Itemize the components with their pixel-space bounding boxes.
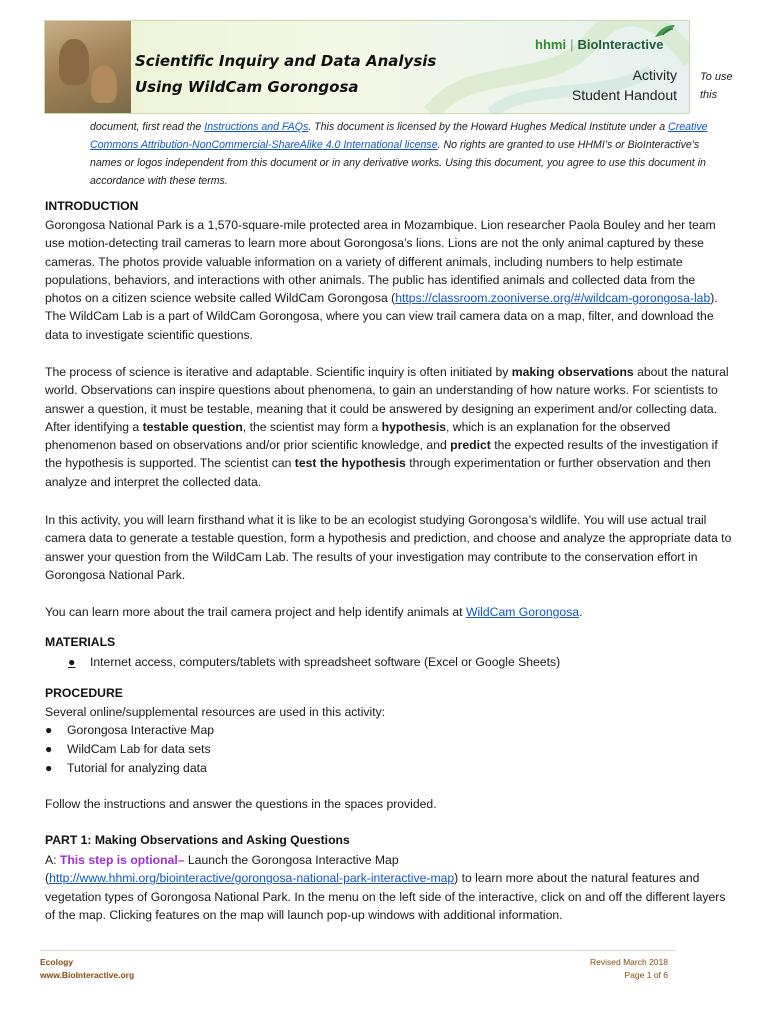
follow-instructions: Follow the instructions and answer the questions in the spaces provided.	[45, 797, 437, 811]
footer-page-number: Page 1 of 6	[624, 970, 668, 980]
introduction-heading: INTRODUCTION	[45, 199, 139, 213]
wildcam-lab-link[interactable]: https://classroom.zooniverse.org/#/wildcam-gorongosa-lab	[395, 291, 711, 306]
intro-paragraph-2: The process of science is iterative and adaptable. Scientific inquiry is often initiated by making observations about the natural world. Observations can inspire questions about phenomena, to gain an understanding of how nature works. For scientists to answer a question, it must be testable, meaning that it could be answered by designing an experiment and/or collecting data. After identifying a testable question, the scientist may form a hypothesis, which is an explanation for the observed phenomenon based on observations and/or prior scientific knowledge, and predict the expected results of the investigation if the hypothesis is supported. The scientist can test the hypothesis through experimentation or further observation and then analyze and interpret the collected data.	[45, 365, 729, 489]
list-item: ● Tutorial for analyzing data	[45, 759, 207, 778]
materials-heading: MATERIALS	[45, 635, 116, 649]
interactive-map-link[interactable]: http://www.hhmi.org/biointeractive/gorongosa-national-park-interactive-map	[49, 871, 455, 886]
intro-paragraph-3: In this activity, you will learn firsthand what it is like to be an ecologist studying Gorongosa’s wildlife. You will use actual trail camera data to generate a testable question, form a hypothesis and prediction, and choose and analyze the appropriate data to answer your question from the WildCam Lab. The results of your investigation may contribute to the conservation effort in Gorongosa National Park.	[45, 513, 732, 582]
instructions-faqs-link[interactable]: Instructions and FAQs	[204, 121, 309, 133]
footer-divider	[40, 950, 676, 951]
procedure-heading: PROCEDURE	[45, 686, 123, 700]
license-side-text: To use this	[700, 71, 733, 101]
optional-note: This step is optional–	[59, 853, 185, 867]
brand-logo: hhmi | BioInteractive	[535, 37, 664, 52]
header-banner	[44, 20, 690, 114]
bullet-icon: ●	[45, 761, 53, 775]
footer-revised: Revised March 2018	[590, 957, 668, 967]
activity-label: Activity	[632, 67, 677, 83]
page-title-line2: Using WildCam Gorongosa	[135, 78, 359, 96]
antelope-photo	[45, 21, 131, 113]
intro-paragraph-4: You can learn more about the trail camera project and help identify animals at WildCam Gorongosa.	[45, 605, 583, 619]
part1-heading: PART 1: Making Observations and Asking Questions	[45, 833, 350, 847]
student-handout-label: Student Handout	[571, 87, 677, 103]
brand-hhmi: hhmi	[535, 37, 567, 52]
materials-item: ● Internet access, computers/tablets with spreadsheet software (Excel or Google Sheets)	[68, 653, 560, 672]
wildcam-gorongosa-link[interactable]: WildCam Gorongosa	[465, 605, 580, 619]
bullet-icon: ●	[45, 723, 53, 737]
license-text: document, first read the Instructions and FAQs. This document is licensed by the Howard Hughes Medical Institute under a Creative Commons Attribution-NonCommercial-ShareAlike 4.0 International license. No rights are granted to use HHMI’s or BioInteractive’s names or logos independent from this document or in any derivative works. Using this document, you agree to use this document in accordance with these terms.	[90, 121, 708, 187]
leaf-icon	[653, 23, 677, 39]
bullet-icon: ●	[45, 742, 53, 756]
procedure-intro: Several online/supplemental resources are used in this activity:	[45, 705, 386, 719]
intro-paragraph-1: Gorongosa National Park is a 1,570-square-mile protected area in Mozambique. Lion researcher Paola Bouley and her team use motion-detecting trail cameras to learn more about Gorongosa’s lions. Lions are not the only animal captured by these cameras. The photos provide valuable information on a variety of different animals, including numbers to help estimate populations, behaviors, and interactions with other animals. The public has identified animals and collected data from the photos on a citizen science website called WildCam Gorongosa (https://classroom.zooniverse.org/#/wildcam-gorongosa-lab). The WildCam Lab is a part of WildCam Gorongosa, where you can view trail camera data on a map, filter, and download the data to investigate scientific questions.	[45, 218, 718, 342]
bullet-icon: ●	[68, 655, 76, 669]
page-title-line1: Scientific Inquiry and Data Analysis	[135, 52, 437, 70]
footer-website: www.BioInteractive.org	[40, 970, 135, 980]
brand-biointeractive: BioInteractive	[577, 37, 664, 52]
list-item: ● WildCam Lab for data sets	[45, 740, 211, 759]
part1-step-a: A: This step is optional– Launch the Gorongosa Interactive Map (http://www.hhmi.org/biointeractive/gorongosa-national-park-interactive-map) to learn more about the natural features and vegetation types of Gorongosa National Park. In the menu on the left side of the interactive, click on and off the different layers of the map. Clicking features on the map will launch pop-up windows with additional information.	[45, 853, 726, 922]
list-item: ● Gorongosa Interactive Map	[45, 721, 214, 740]
cc-license-link[interactable]: Creative Commons Attribution-NonCommercial-ShareAlike 4.0 International license	[90, 121, 708, 151]
footer-subject: Ecology	[40, 957, 74, 967]
